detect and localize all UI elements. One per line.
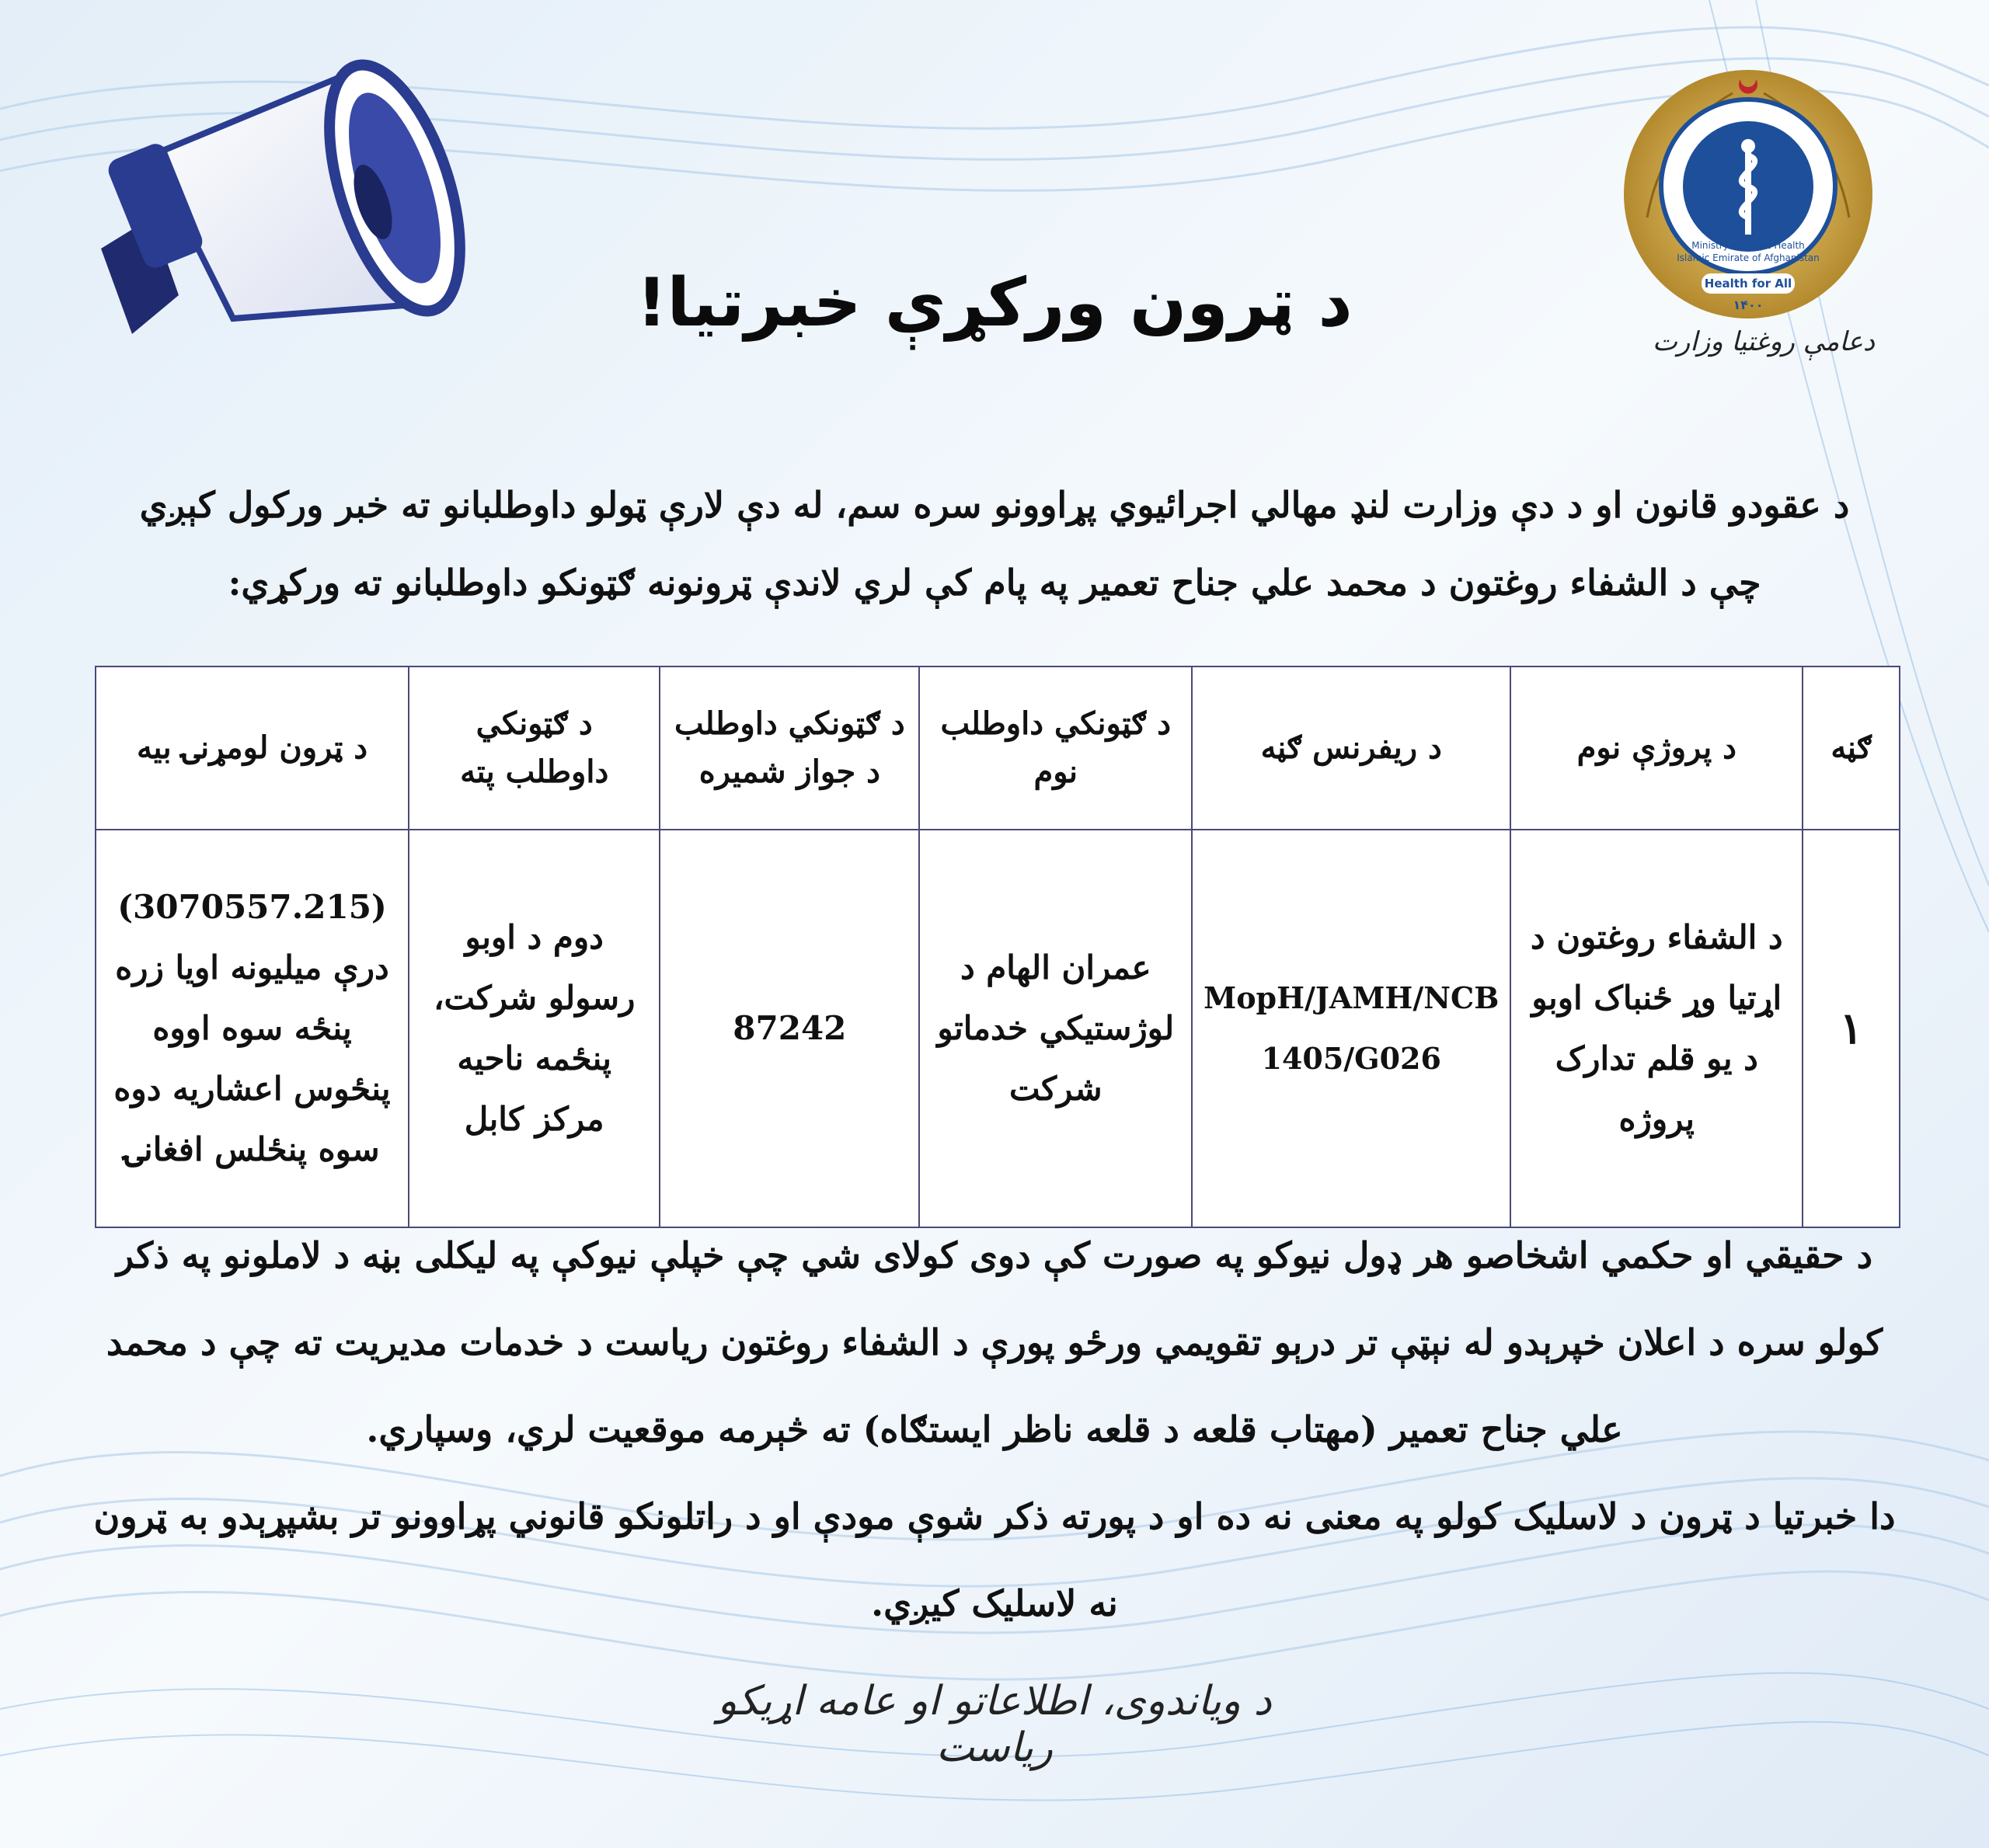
ministry-name-calligraphy: دعامې روغتیا وزارت: [1652, 326, 1876, 357]
logo-en-line1: Ministry of Public Health: [1691, 240, 1805, 251]
cell-reference: [1192, 830, 1510, 1227]
cell-winner-name: عمران الهام د لوژستیکي خدماتو شرکت: [919, 830, 1192, 1227]
reference-line-1: MopH/JAMH/NCB: [1204, 980, 1500, 1015]
cell-address: دوم د اوبو رسولو شرکت، پنځمه ناحیه مرکز کابل: [409, 830, 660, 1227]
intro-line-2: چې د الشفاء روغتون د محمد علي جناح تعمیر په پام کې لري لاندې ټرونونه ګټونکو داوطلبانو ته ورکړي:: [228, 562, 1761, 604]
header-reference: د ریفرنس ګڼه: [1192, 666, 1510, 830]
header-winner-name: د ګټونکي داوطلب نوم: [919, 666, 1192, 830]
body-paragraph-2: دا خبرتیا د ټرون د لاسلیک کولو په معنی نه ده او د پورته ذکر شوې مودې او د راتلونکو قانوني پړاوونو تر بشپړېدو به ټرون نه لاسلیک کیږي.: [93, 1495, 1896, 1624]
header-license: د ګټونکي داوطلب د جواز شمیره: [660, 666, 919, 830]
intro-line-1: د عقودو قانون او د دې وزارت لنډ مهالي اجرائیوي پړاوونو سره سم، له دې لارې ټولو داوطلبانو ته خبر ورکول کېږي: [139, 484, 1850, 526]
cell-num: ۱: [1803, 830, 1900, 1227]
ministry-logo: [1616, 62, 1880, 326]
cell-amount: [96, 830, 409, 1227]
page-title: د ټرون ورکړې خبرتیا!: [636, 264, 1353, 342]
cell-license: 87242: [660, 830, 919, 1227]
header-num: ګڼه: [1803, 666, 1900, 830]
intro-paragraph: [93, 466, 1896, 621]
award-table: [95, 666, 1900, 1228]
logo-en-line2: Islamic Emirate of Afghanistan: [1677, 252, 1820, 263]
table-header-row: [96, 666, 1900, 830]
reference-line-2: 1405/G026: [1261, 1041, 1441, 1076]
cell-project: د الشفاء روغتون د اړتیا وړ ځنباک اوبو د یو قلم تدارک پروژه: [1510, 830, 1803, 1227]
award-table-grid: [95, 666, 1900, 1228]
body-paragraph-1: د حقیقي او حکمي اشخاصو هر ډول نیوکو په صورت کې دوی کولای شي چې خپلې نیوکې په لیکلی بڼه د لاملونو په ذکر کولو سره د اعلان خپرېدو له نېټې تر درېو تقویمي ورځو پورې د الشفاء روغتون ریاست د خدمات مدیریت ته چې د محمد علي جناح تعمیر (مهتاب قلعه د قلعه ناظر ایستګاه) ته څېرمه موقعیت لري، وسپاري.: [106, 1234, 1883, 1450]
header-amount: د ټرون لومړنۍ بیه: [96, 666, 409, 830]
header-project: د پروژې نوم: [1510, 666, 1803, 830]
table-row: [96, 830, 1900, 1227]
footer-department-signature: د ویاندوی، اطلاعاتو او عامه اړیکو ریاست: [717, 1678, 1272, 1771]
amount-words: درې میلیونه اویا زره پنځه سوه اووه پنځوس اعشاریه دوه سوه پنځلس افغانۍ: [113, 948, 391, 1168]
logo-motto: Health for All: [1704, 277, 1792, 291]
body-paragraphs: [93, 1212, 1896, 1647]
amount-number: (3070557.215): [117, 888, 387, 926]
logo-year: ۱۴۰۰: [1733, 298, 1764, 312]
megaphone-icon: [78, 54, 482, 412]
header-address: د ګټونکي داوطلب پته: [409, 666, 660, 830]
